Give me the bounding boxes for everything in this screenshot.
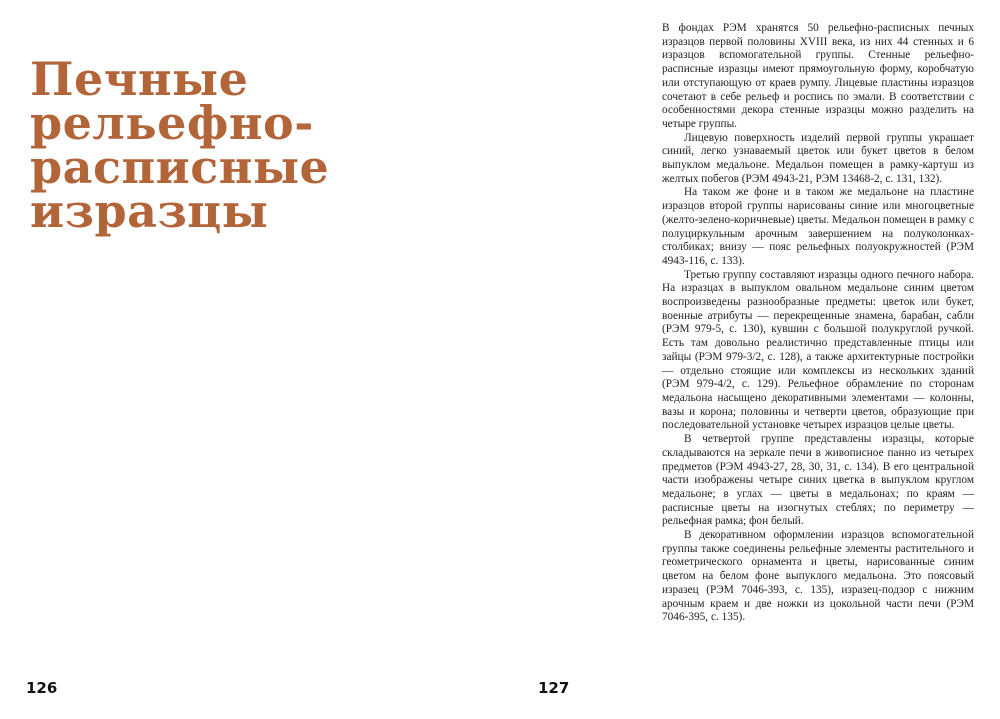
title-line: изразцы [30, 183, 269, 238]
paragraph: В четвертой группе представлены изразцы, которые складываются на зеркале печи в живописное панно из четырех предметов (РЭМ 4943-27, 28, 30, 31, с. 134). В его центральной части изображены четыре синих цветка в выпуклом круглом медальоне; в углах — цветы в медальонах; по краям — расписные цветы на изогнутых стеблях; по периметру — рельефная рамка; фон белый. [662, 433, 974, 528]
page-title [30, 51, 470, 238]
right-page [500, 0, 1000, 719]
paragraph: В фондах РЭМ хранятся 50 рельефно-расписных печных изразцов первой половины XVIII века, из них 44 стенных и 6 изразцов вспомогательной группы. Стенные рельефно-расписные изразцы имеют прямоугольную форму, коробчатую или отступающую от краев румпу. Лицевые пластины изразцов сочетают в себе рельеф и роспись по эмали. В соответствии с особенностями декора стенные изразцы можно разделить на четыре группы. [662, 22, 974, 130]
paragraph: Третью группу составляют изразцы одного печного набора. На изразцах в выпуклом овальном медальоне синим цветом воспроизведены разнообразные предметы: цветок или букет, военные атрибуты — перекрещенные знамена, барабан, сабли (РЭМ 979-5, с. 130), кувшин с большой полукруглой ручкой. Есть там довольно реалистично представленные птицы или зайцы (РЭМ 979-3/2, с. 128), а также архитектурные постройки — отдельно стоящие или комплексы из нескольких зданий (РЭМ 979-4/2, с. 129). Рельефное обрамление по сторонам медальона насыщено декоративными элементами — колонны, вазы и корона; половины и четверти цветов, образующие при последовательной установке четырех изразцов целые цветы. [662, 268, 974, 432]
paragraph: На таком же фоне и в таком же медальоне на пластине изразцов второй группы нарисованы синие или многоцветные (желто-зелено-коричневые) цветы. Медальон помещен в рамку с полуциркульным арочным завершением на полуколонках-столбиках; внизу — пояс рельефных полуокружностей (РЭМ 4943-116, с. 133). [662, 186, 974, 267]
body-text [662, 22, 974, 625]
paragraph: В декоративном оформлении изразцов вспомогательной группы также соединены рельефные элементы растительного и геометрического орнамента и цветы, нарисованные синим цветом на белом фоне выпуклого медальона. Это поясовый изразец (РЭМ 7046-393, с. 135), изразец-подзор с нижним арочным краем и две ножки из цокольной части печи (РЭМ 7046-395, с. 135). [662, 529, 974, 624]
title-line: Печные [30, 51, 249, 106]
page-number-right: 127 [538, 679, 570, 697]
paragraph: Лицевую поверхность изделий первой группы украшает синий, легко узнаваемый цветок или букет цветов в белом выпуклом медальоне. Медальон помещен в рамку-картуш из желтых побегов (РЭМ 4943-21, РЭМ 13468-2, с. 131, 132). [662, 131, 974, 185]
page-number-left: 126 [26, 679, 58, 697]
title-line: рельефно- [30, 95, 314, 150]
title-line: расписные [30, 139, 330, 194]
